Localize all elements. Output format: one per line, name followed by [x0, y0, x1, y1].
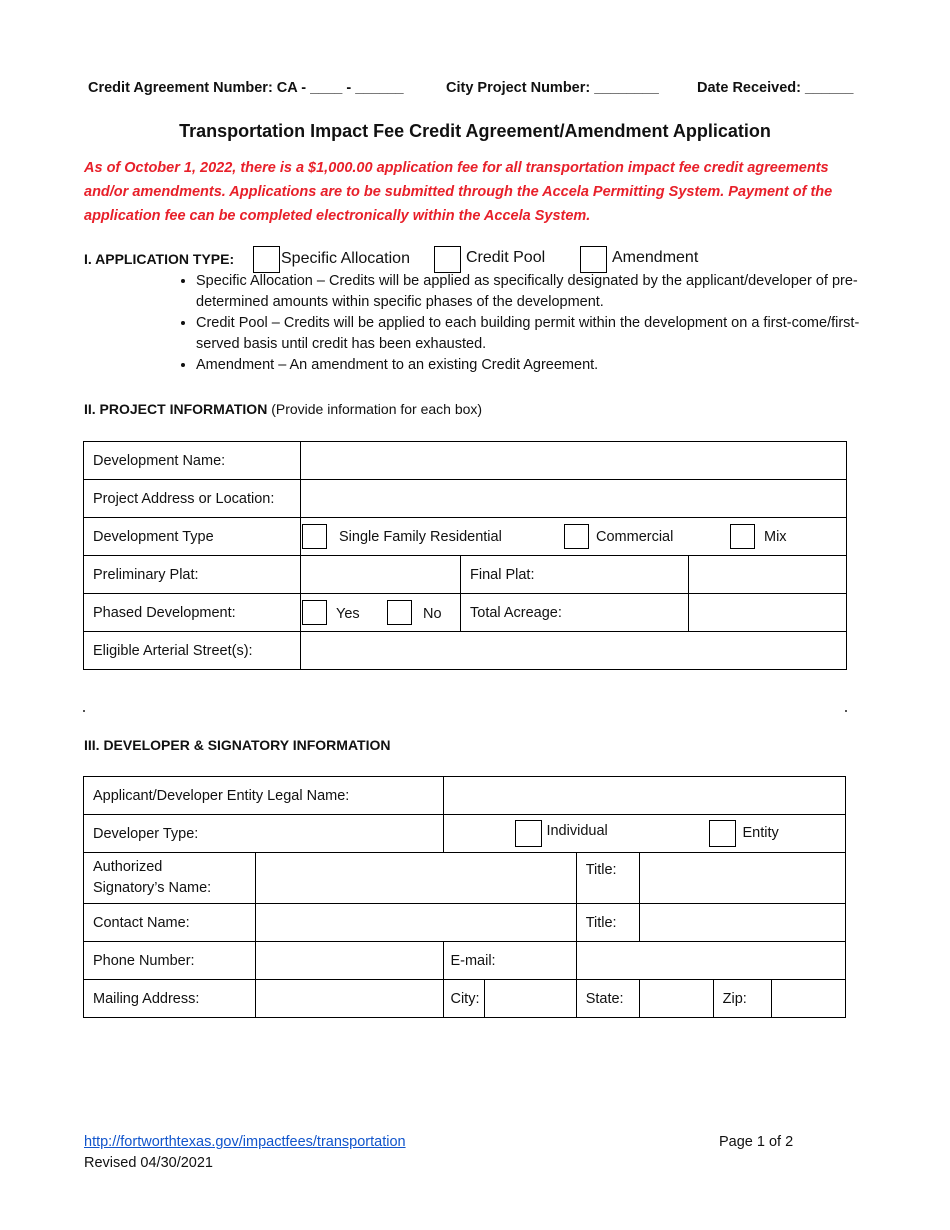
single-family-label: Single Family Residential	[339, 529, 502, 545]
project-address-field[interactable]	[301, 480, 847, 518]
authorized-signatory-field[interactable]	[256, 853, 577, 904]
table-row	[84, 632, 847, 670]
individual-checkbox[interactable]	[515, 820, 542, 847]
mix-label: Mix	[764, 529, 787, 545]
table-row	[84, 815, 846, 853]
individual-label: Individual	[546, 823, 608, 839]
entity-checkbox[interactable]	[709, 820, 736, 847]
total-acreage-field[interactable]	[689, 594, 847, 632]
margin-mark	[83, 710, 85, 712]
revision-date: Revised 04/30/2021	[84, 1155, 213, 1171]
city-label: City:	[444, 980, 485, 1018]
commercial-label: Commercial	[596, 529, 674, 545]
table-row	[84, 980, 846, 1018]
table-row	[84, 518, 847, 556]
date-received: Date Received: ______	[697, 80, 854, 96]
bullet-credit-pool: • Credit Pool – Credits will be applied to each building permit within the development on a first-come/first-served basis until credit has been exhausted.	[196, 313, 896, 355]
email-cell	[444, 942, 576, 980]
contact-title-field[interactable]	[639, 904, 845, 942]
phased-development-label: Phased Development:	[84, 594, 301, 632]
application-type-label: I. APPLICATION TYPE:	[84, 251, 235, 267]
amendment-checkbox[interactable]	[580, 246, 607, 273]
page-number: Page 1 of 2	[719, 1134, 794, 1150]
city-project-number: City Project Number: ________	[446, 80, 659, 96]
table-row	[84, 480, 847, 518]
city-field[interactable]	[485, 980, 576, 1018]
table-row	[84, 594, 847, 632]
developer-information-table	[83, 776, 846, 1018]
project-information-heading	[84, 401, 482, 417]
table-row	[84, 942, 846, 980]
email-label: E-mail:	[450, 952, 496, 969]
bullet-amendment: • Amendment – An amendment to an existing Credit Agreement.	[196, 355, 896, 376]
eligible-arterial-field[interactable]	[301, 632, 847, 670]
legal-name-label: Applicant/Developer Entity Legal Name:	[84, 777, 444, 815]
development-name-label: Development Name:	[84, 442, 301, 480]
authorized-line2: Signatory’s Name:	[93, 880, 212, 896]
phased-yes-label: Yes	[336, 606, 360, 622]
developer-type-label: Developer Type:	[84, 815, 444, 853]
authorized-signatory-label	[84, 853, 256, 904]
impact-fees-link[interactable]: http://fortworthtexas.gov/impactfees/transportation	[84, 1134, 406, 1150]
table-row	[84, 442, 847, 480]
project-information-label: II. PROJECT INFORMATION	[84, 401, 268, 417]
zip-label: Zip:	[713, 980, 772, 1018]
application-fee-notice: As of October 1, 2022, there is a $1,000.00 application fee for all transportation impact fee credit agreements and/or amendments. Applications are to be submitted through the Accela Permitting System. Payment of the application fee can be completed electronically within the Accela System.	[84, 160, 833, 224]
final-plat-field[interactable]	[689, 556, 847, 594]
developer-signatory-heading: III. DEVELOPER & SIGNATORY INFORMATION	[84, 737, 391, 753]
project-information-note: (Provide information for each box)	[271, 401, 483, 417]
preliminary-plat-field[interactable]	[301, 556, 461, 594]
eligible-arterial-label: Eligible Arterial Street(s):	[84, 632, 301, 670]
single-family-checkbox[interactable]	[302, 524, 327, 549]
page-title: Transportation Impact Fee Credit Agreement/Amendment Application	[179, 121, 771, 141]
developer-type-options	[444, 815, 846, 853]
authorized-line1: Authorized	[93, 859, 163, 875]
development-type-options	[301, 518, 847, 556]
project-address-label: Project Address or Location:	[84, 480, 301, 518]
table-row	[84, 904, 846, 942]
project-information-table	[83, 441, 847, 670]
specific-allocation-label: Specific Allocation	[281, 250, 410, 267]
zip-field[interactable]	[772, 980, 846, 1018]
amendment-label: Amendment	[612, 249, 699, 266]
commercial-checkbox[interactable]	[564, 524, 589, 549]
bullet-specific-allocation: • Specific Allocation – Credits will be applied as specifically designated by the applicant/developer of pre-determined amounts within specific phases of the development.	[196, 271, 896, 313]
mix-checkbox[interactable]	[730, 524, 755, 549]
phone-label: Phone Number:	[84, 942, 256, 980]
preliminary-plat-label: Preliminary Plat:	[84, 556, 301, 594]
contact-name-label: Contact Name:	[84, 904, 256, 942]
entity-label: Entity	[742, 825, 779, 841]
contact-name-field[interactable]	[256, 904, 577, 942]
table-row	[84, 853, 846, 904]
table-row	[84, 777, 846, 815]
margin-mark	[845, 710, 847, 712]
specific-allocation-checkbox[interactable]	[253, 246, 280, 273]
phased-no-label: No	[423, 606, 442, 622]
total-acreage-label: Total Acreage:	[461, 594, 689, 632]
legal-name-field[interactable]	[444, 777, 846, 815]
phased-development-options	[301, 594, 461, 632]
credit-agreement-number: Credit Agreement Number: CA - ____ - ______	[88, 80, 404, 96]
phased-yes-checkbox[interactable]	[302, 600, 327, 625]
table-row	[84, 556, 847, 594]
state-label: State:	[576, 980, 639, 1018]
mailing-address-label: Mailing Address:	[84, 980, 256, 1018]
signatory-title-field[interactable]	[639, 853, 845, 904]
credit-pool-checkbox[interactable]	[434, 246, 461, 273]
mailing-address-field[interactable]	[256, 980, 444, 1018]
development-name-field[interactable]	[301, 442, 847, 480]
final-plat-label: Final Plat:	[461, 556, 689, 594]
signatory-title-label: Title:	[576, 853, 639, 904]
state-field[interactable]	[639, 980, 713, 1018]
email-field[interactable]	[576, 942, 845, 980]
contact-title-label: Title:	[576, 904, 639, 942]
application-type-descriptions	[170, 271, 896, 376]
development-type-label: Development Type	[84, 518, 301, 556]
phone-field[interactable]	[256, 942, 444, 980]
phased-no-checkbox[interactable]	[387, 600, 412, 625]
credit-pool-label: Credit Pool	[466, 249, 546, 266]
